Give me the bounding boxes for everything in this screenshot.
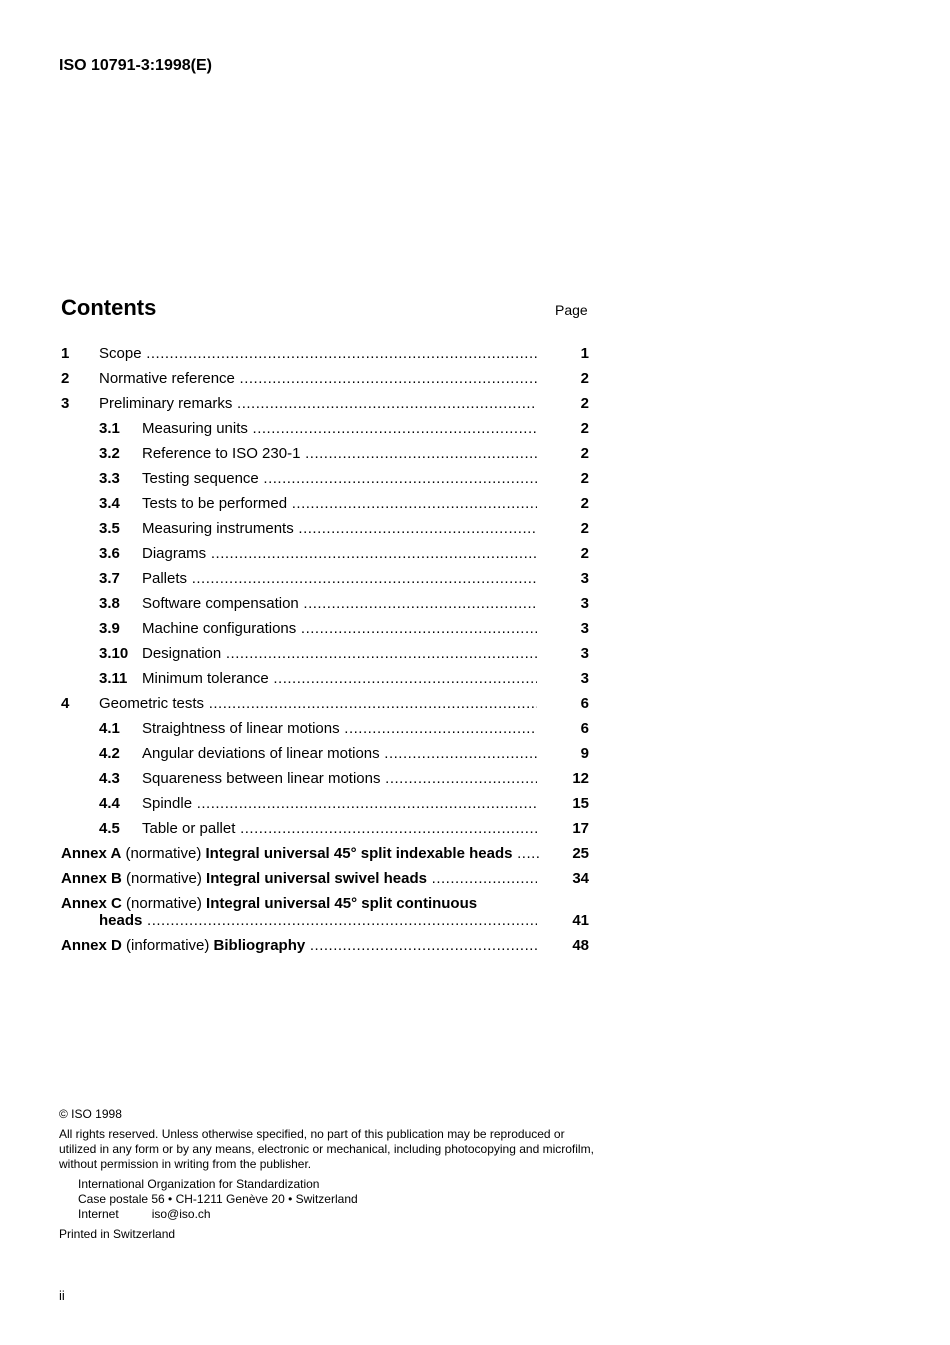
toc-entry-number: 4 xyxy=(61,695,70,712)
toc-entry-title: Designation xyxy=(142,645,222,662)
toc-entry-page: 2 xyxy=(580,445,589,462)
toc-subentry[interactable] xyxy=(61,768,589,793)
toc-entry-page: 48 xyxy=(572,937,589,954)
toc-entry-number: 4.2 xyxy=(99,745,120,762)
toc-entry-number: 4.5 xyxy=(99,820,120,837)
email-link[interactable]: iso@iso.ch xyxy=(151,1207,211,1221)
toc-entry-page: 2 xyxy=(580,370,589,387)
annex-title: Integral universal 45° split indexable heads xyxy=(205,845,513,862)
toc-entry-number: 3.6 xyxy=(99,545,120,562)
toc-entry-page: 12 xyxy=(572,770,589,787)
toc-subentry[interactable] xyxy=(61,818,589,843)
toc-entry-number: 3.10 xyxy=(99,645,129,662)
toc-entry-number: 3.3 xyxy=(99,470,120,487)
toc-entry-number: 4.3 xyxy=(99,770,120,787)
organization-name: International Organization for Standardization xyxy=(78,1177,320,1191)
toc-entry-title: Software compensation xyxy=(142,595,299,612)
annex-type: (informative) xyxy=(126,937,210,954)
toc-entry-page: 25 xyxy=(572,845,589,862)
toc-entry-number: 1 xyxy=(61,345,70,362)
toc-subentry[interactable] xyxy=(61,643,589,668)
table-of-contents xyxy=(61,343,589,960)
toc-entry-title: Reference to ISO 230-1 xyxy=(142,445,301,462)
annex-title-continued: heads xyxy=(99,912,143,929)
toc-entry-number: 2 xyxy=(61,370,70,387)
toc-entry-title: Preliminary remarks xyxy=(99,395,233,412)
toc-entry-number: 3.4 xyxy=(99,495,120,512)
toc-entry-number: 3 xyxy=(61,395,70,412)
toc-entry-number: 3.5 xyxy=(99,520,120,537)
toc-entry-number: 3.11 xyxy=(99,670,128,687)
toc-subentry[interactable] xyxy=(61,518,589,543)
postal-address: Case postale 56 • CH-1211 Genève 20 • Switzerland xyxy=(78,1192,358,1206)
toc-entry-page: 2 xyxy=(580,495,589,512)
annex-type: (normative) xyxy=(126,870,202,887)
toc-entry-title: Diagrams xyxy=(142,545,207,562)
toc-entry[interactable] xyxy=(61,393,589,418)
toc-annex-a[interactable] xyxy=(61,843,589,868)
annex-type: (normative) xyxy=(125,845,202,862)
internet-label: Internet xyxy=(78,1207,119,1221)
toc-entry-page: 3 xyxy=(580,620,589,637)
toc-subentry[interactable] xyxy=(61,743,589,768)
toc-subentry[interactable] xyxy=(61,468,589,493)
toc-entry-page: 17 xyxy=(572,820,589,837)
toc-subentry[interactable] xyxy=(61,718,589,743)
toc-entry-number: 3.1 xyxy=(99,420,120,437)
document-id: ISO 10791-3:1998(E) xyxy=(59,57,212,74)
toc-subentry[interactable] xyxy=(61,543,589,568)
toc-annex-d[interactable] xyxy=(61,935,589,960)
toc-entry-title: Straightness of linear motions xyxy=(142,720,340,737)
publisher-address xyxy=(59,1177,599,1222)
toc-entry-title: Scope xyxy=(99,345,142,362)
page-column-label: Page xyxy=(555,302,588,318)
toc-subentry[interactable] xyxy=(61,493,589,518)
annex-title: Integral universal swivel heads xyxy=(206,870,427,887)
toc-entry-number: 3.7 xyxy=(99,570,120,587)
toc-entry-page: 2 xyxy=(580,470,589,487)
toc-entry-title: Pallets xyxy=(142,570,188,587)
page-number: ii xyxy=(59,1288,65,1303)
printed-in: Printed in Switzerland xyxy=(59,1227,176,1241)
toc-entry-page: 3 xyxy=(580,645,589,662)
toc-entry[interactable] xyxy=(61,693,589,718)
toc-entry-number: 4.1 xyxy=(99,720,120,737)
annex-label: Annex A xyxy=(61,845,122,862)
annex-label: Annex B xyxy=(61,870,122,887)
toc-entry[interactable] xyxy=(61,368,589,393)
toc-entry-title: Spindle xyxy=(142,795,193,812)
toc-entry-page: 3 xyxy=(580,570,589,587)
toc-entry-title: Machine configurations xyxy=(142,620,297,637)
toc-entry-number: 4.4 xyxy=(99,795,120,812)
copyright-line: © ISO 1998 xyxy=(59,1107,122,1121)
toc-entry-page: 1 xyxy=(580,345,589,362)
toc-entry-title: Angular deviations of linear motions xyxy=(142,745,380,762)
toc-entry-number: 3.8 xyxy=(99,595,120,612)
toc-entry-page: 2 xyxy=(580,395,589,412)
toc-entry-title: Measuring instruments xyxy=(142,520,294,537)
annex-label: Annex D xyxy=(61,937,122,954)
toc-entry-title: Measuring units xyxy=(142,420,248,437)
toc-annex-b[interactable] xyxy=(61,868,589,893)
toc-subentry[interactable] xyxy=(61,668,589,693)
toc-entry-page: 2 xyxy=(580,420,589,437)
toc-entry-title: Geometric tests xyxy=(99,695,205,712)
toc-entry-page: 15 xyxy=(572,795,589,812)
annex-label: Annex C xyxy=(61,895,122,912)
toc-entry-page: 2 xyxy=(580,520,589,537)
toc-entry-title: Normative reference xyxy=(99,370,235,387)
toc-entry-page: 3 xyxy=(580,670,589,687)
toc-entry-page: 41 xyxy=(572,912,589,929)
toc-entry-page: 6 xyxy=(580,720,589,737)
annex-title: Integral universal 45° split continuous xyxy=(206,895,478,912)
toc-entry-title: Table or pallet xyxy=(142,820,236,837)
toc-entry-title: Squareness between linear motions xyxy=(142,770,381,787)
toc-subentry[interactable] xyxy=(61,443,589,468)
toc-entry-page: 2 xyxy=(580,545,589,562)
toc-entry-title: Tests to be performed xyxy=(142,495,288,512)
internet-line xyxy=(78,1207,599,1222)
toc-entry-page: 6 xyxy=(580,695,589,712)
toc-entry-page: 3 xyxy=(580,595,589,612)
toc-annex-c[interactable] xyxy=(61,893,589,935)
toc-entry-title: Minimum tolerance xyxy=(142,670,269,687)
copyright-notice xyxy=(59,1107,599,1242)
toc-subentry[interactable] xyxy=(61,618,589,643)
toc-subentry[interactable] xyxy=(61,568,589,593)
toc-entry[interactable] xyxy=(61,343,589,368)
toc-subentry[interactable] xyxy=(61,793,589,818)
annex-type: (normative) xyxy=(126,895,202,912)
toc-entry-number: 3.9 xyxy=(99,620,120,637)
toc-entry-number: 3.2 xyxy=(99,445,120,462)
toc-entry-title: Testing sequence xyxy=(142,470,259,487)
annex-title: Bibliography xyxy=(213,937,306,954)
toc-entry-page: 9 xyxy=(580,745,589,762)
toc-subentry[interactable] xyxy=(61,593,589,618)
rights-statement: All rights reserved. Unless otherwise specified, no part of this publication may be reproduced or utilized in any form or by any means, electronic or mechanical, including photocopying and microfilm, without permission in writing from the publisher. xyxy=(59,1127,594,1171)
contents-heading: Contents xyxy=(61,295,157,320)
toc-entry-page: 34 xyxy=(572,870,589,887)
toc-subentry[interactable] xyxy=(61,418,589,443)
